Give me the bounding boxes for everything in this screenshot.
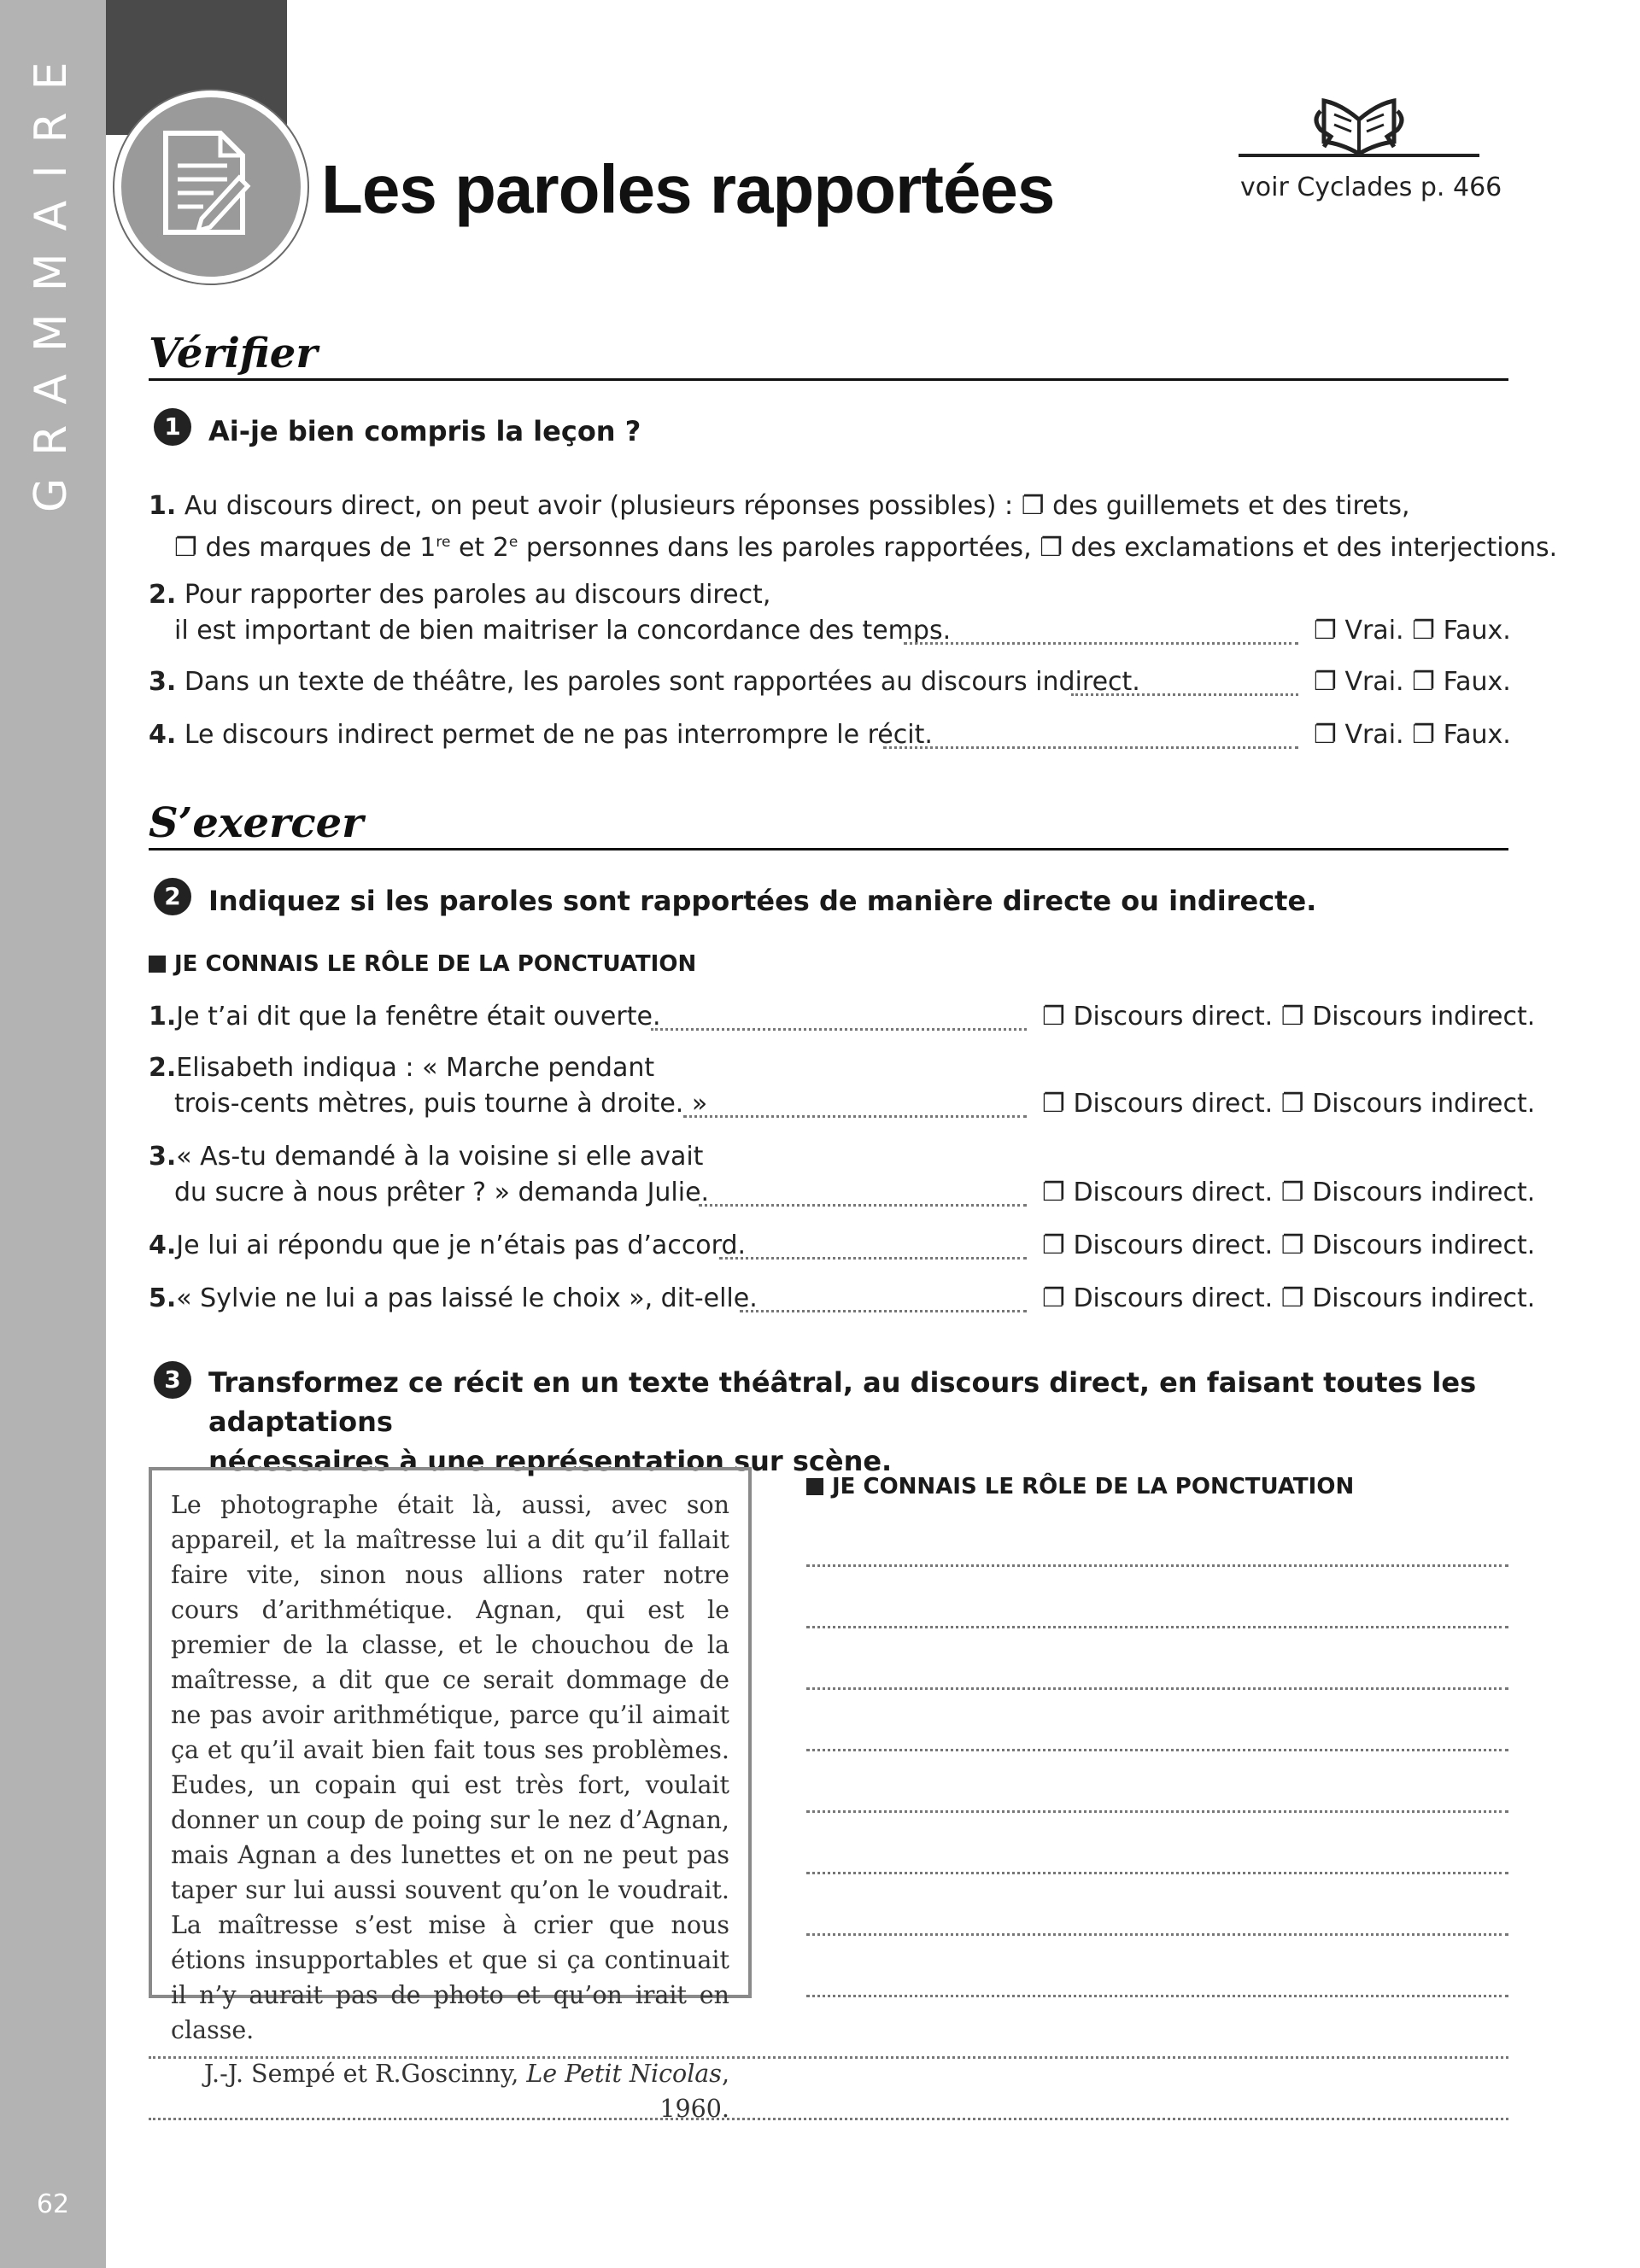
false-label: Faux. xyxy=(1443,616,1511,646)
checkbox[interactable]: ❐ xyxy=(1280,1002,1304,1032)
checkbox[interactable]: ❐ xyxy=(174,533,197,563)
leader-dots xyxy=(719,1257,1027,1260)
exercise-2-item-4: 4.Je lui ai répondu que je n’étais pas d’accord. xyxy=(149,1230,747,1260)
leader-dots xyxy=(740,1310,1027,1312)
indirect-label: Discours indirect. xyxy=(1312,1283,1536,1313)
section-divider xyxy=(149,378,1508,381)
exercise-2-item-3: 3.« As-tu demandé à la voisine si elle avait xyxy=(149,1142,704,1172)
source-passage-box xyxy=(149,1467,752,2123)
true-label: Vrai. xyxy=(1344,616,1404,646)
question-number: 1. xyxy=(149,491,177,521)
cyclades-reference-link[interactable]: voir Cyclades p. 466 xyxy=(1240,172,1502,202)
checkbox[interactable]: ❐ xyxy=(1042,1178,1065,1207)
checkbox[interactable]: ❐ xyxy=(1314,616,1337,646)
direct-label: Discours direct. xyxy=(1073,1002,1274,1032)
question-text: Au discours direct, on peut avoir (plusieurs réponses possibles) : xyxy=(184,491,1014,521)
question-number: 2. xyxy=(149,580,177,610)
exercise-3-title: Transformez ce récit en un texte théâtral, au discours direct, en faisant toutes les adaptations nécessaires à une représentation sur scène. xyxy=(208,1366,1477,1477)
passage-source: J.-J. Sempé et R.Goscinny, Le Petit Nicolas, 1960. xyxy=(203,2060,729,2123)
exercise-number-badge: 2 xyxy=(154,878,191,915)
leader-dots xyxy=(1071,693,1298,696)
indirect-label: Discours indirect. xyxy=(1312,1178,1536,1207)
square-bullet-icon xyxy=(149,956,166,973)
section-title-exercer: S’exercer xyxy=(149,799,364,847)
option-label: des marques de 1re et 2e personnes dans les paroles rapportées, xyxy=(205,533,1032,563)
checkbox[interactable]: ❐ xyxy=(1040,533,1063,563)
checkbox[interactable]: ❐ xyxy=(1042,1230,1065,1260)
section-divider xyxy=(149,848,1508,850)
header-icon-badge xyxy=(114,91,308,284)
checkbox[interactable]: ❐ xyxy=(1314,667,1337,697)
document-pencil-icon xyxy=(159,130,253,237)
checkbox[interactable]: ❐ xyxy=(1412,720,1436,750)
answer-line[interactable] xyxy=(806,1626,1508,1628)
option-label: des guillemets et des tirets, xyxy=(1052,491,1410,521)
skill-subheading: JE CONNAIS LE RÔLE DE LA PONCTUATION xyxy=(149,951,696,977)
answer-line[interactable] xyxy=(806,1564,1508,1567)
checkbox[interactable]: ❐ xyxy=(1042,1002,1065,1032)
question-number: 4. xyxy=(149,720,177,750)
leader-dots xyxy=(683,1115,1027,1118)
answer-line[interactable] xyxy=(806,1687,1508,1690)
page-number: 62 xyxy=(36,2189,70,2219)
question-4 xyxy=(149,717,933,753)
indirect-label: Discours indirect. xyxy=(1312,1230,1536,1260)
question-1-line-2 xyxy=(174,524,1557,566)
direct-label: Discours direct. xyxy=(1073,1089,1274,1119)
reading-book-icon xyxy=(1239,85,1479,162)
exercise-2-title: Indiquez si les paroles sont rapportées de manière directe ou indirecte. xyxy=(208,885,1317,917)
question-text: Pour rapporter des paroles au discours direct, xyxy=(184,580,771,610)
true-false-choice xyxy=(1314,717,1511,753)
page-title: Les paroles rapportées xyxy=(321,151,1055,227)
square-bullet-icon xyxy=(806,1478,823,1495)
exercise-2-item-2-line-2: trois-cents mètres, puis tourne à droite. » xyxy=(174,1089,708,1119)
discourse-choice xyxy=(1042,1228,1535,1264)
answer-line[interactable] xyxy=(149,2056,1508,2059)
checkbox[interactable]: ❐ xyxy=(1314,720,1337,750)
passage-text: Le photographe était là, aussi, avec son appareil, et la maîtresse lui a dit qu’il fallait faire vite, sinon nous allions rater notre cours d’arithmétique. Agnan, qui est le premier de la classe, et le chouchou de la maîtresse, a dit que ce serait dommage de ne pas avoir arithmétique, parce qu’il aimait ça et qu’il avait bien fait tous ses problèmes. Eudes, un copain qui est très fort, voulait donner un coup de poing sur le nez d’Agnan, mais Agnan a des lunettes et on ne peut pas taper sur lui aussi souvent qu’on le voudrait. La maîtresse s’est mise à crier que nous étions insupportables et que si ça continuait il n’y aurait pas de photo et qu’on irait en classe. xyxy=(171,1491,729,2044)
discourse-choice xyxy=(1042,1175,1535,1211)
checkbox[interactable]: ❐ xyxy=(1042,1089,1065,1119)
sidebar-section-label: GRAMMAIRE xyxy=(26,39,77,512)
checkbox[interactable]: ❐ xyxy=(1021,491,1045,521)
indirect-label: Discours indirect. xyxy=(1312,1089,1536,1119)
question-text: Le discours indirect permet de ne pas interrompre le récit. xyxy=(184,720,933,750)
section-title-verifier: Vérifier xyxy=(149,330,318,377)
checkbox[interactable]: ❐ xyxy=(1280,1230,1304,1260)
discourse-choice xyxy=(1042,1281,1535,1317)
discourse-choice xyxy=(1042,1086,1535,1122)
leader-dots xyxy=(883,746,1298,749)
direct-label: Discours direct. xyxy=(1073,1178,1274,1207)
true-false-choice xyxy=(1314,664,1511,700)
question-number: 3. xyxy=(149,667,177,697)
exercise-number-badge: 3 xyxy=(154,1361,191,1399)
answer-line[interactable] xyxy=(806,1872,1508,1874)
answer-line[interactable] xyxy=(806,1995,1508,1997)
answer-line[interactable] xyxy=(806,1933,1508,1936)
option-label: des exclamations et des interjections. xyxy=(1070,533,1558,563)
true-label: Vrai. xyxy=(1344,667,1404,697)
exercise-2-item-3-line-2: du sucre à nous prêter ? » demanda Julie. xyxy=(174,1178,710,1207)
question-3 xyxy=(149,664,1140,700)
answer-line[interactable] xyxy=(149,2118,1508,2120)
checkbox[interactable]: ❐ xyxy=(1412,616,1436,646)
checkbox[interactable]: ❐ xyxy=(1042,1283,1065,1313)
false-label: Faux. xyxy=(1443,720,1511,750)
leader-dots xyxy=(904,642,1298,645)
exercise-2-item-2: 2.Elisabeth indiqua : « Marche pendant xyxy=(149,1053,655,1083)
skill-subheading: JE CONNAIS LE RÔLE DE LA PONCTUATION xyxy=(806,1474,1354,1499)
direct-label: Discours direct. xyxy=(1073,1230,1274,1260)
exercise-number-badge: 1 xyxy=(154,408,191,446)
answer-line[interactable] xyxy=(806,1810,1508,1813)
checkbox[interactable]: ❐ xyxy=(1412,667,1436,697)
question-text: il est important de bien maitriser la concordance des temps. xyxy=(174,616,952,646)
discourse-choice xyxy=(1042,999,1535,1035)
checkbox[interactable]: ❐ xyxy=(1280,1089,1304,1119)
false-label: Faux. xyxy=(1443,667,1511,697)
exercise-2-item-1: 1.Je t’ai dit que la fenêtre était ouverte. xyxy=(149,1002,661,1032)
exercise-1-title: Ai-je bien compris la leçon ? xyxy=(208,415,641,447)
question-2-line-1 xyxy=(149,577,770,613)
true-label: Vrai. xyxy=(1344,720,1404,750)
question-1-line-1 xyxy=(149,488,1410,524)
exercise-2-item-5: 5.« Sylvie ne lui a pas laissé le choix », dit-elle. xyxy=(149,1283,758,1313)
leader-dots xyxy=(651,1028,1027,1031)
true-false-choice xyxy=(1314,613,1511,649)
checkbox[interactable]: ❐ xyxy=(1280,1283,1304,1313)
answer-line[interactable] xyxy=(806,1749,1508,1751)
checkbox[interactable]: ❐ xyxy=(1280,1178,1304,1207)
leader-dots xyxy=(699,1204,1027,1207)
indirect-label: Discours indirect. xyxy=(1312,1002,1536,1032)
direct-label: Discours direct. xyxy=(1073,1283,1274,1313)
question-text: Dans un texte de théâtre, les paroles sont rapportées au discours indirect. xyxy=(184,667,1140,697)
